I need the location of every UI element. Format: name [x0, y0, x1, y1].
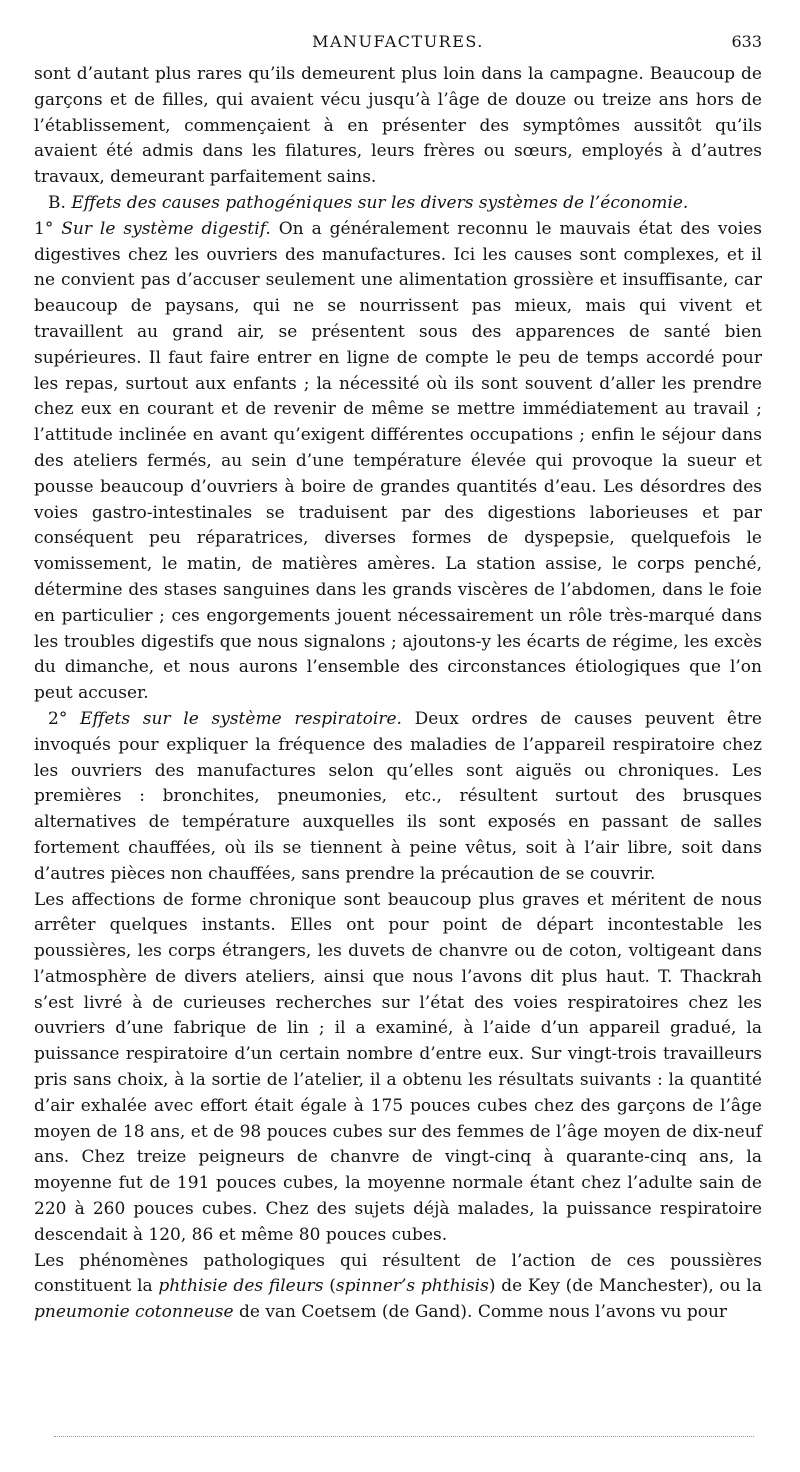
body-text [34, 62, 762, 1326]
text-run: ( [323, 1276, 336, 1297]
book-page [34, 0, 762, 1472]
running-title: MANUFACTURES. [312, 32, 484, 51]
italic-text-run: phthisie des fileurs [158, 1276, 324, 1297]
paragraph-chronic-affections [34, 888, 762, 1249]
page-number: 633 [731, 32, 762, 51]
italic-text-run: Effets des causes pathogéniques sur les divers systèmes de l’économie. [71, 192, 689, 213]
page-header [34, 30, 762, 54]
paragraph-digestive-system [34, 217, 762, 707]
text-run: Deux ordres de causes peuvent être invoqués pour expliquer la fréquence des maladies de l’appareil respiratoire chez les ouvriers des manufactures selon qu’elles sont aiguës ou chroniques. Les premières : bronchites, pneumonies, etc., résultent surtout des brusques alternatives de température auxquelles ils sont exposés en passant de salles fortement chauffées, où ils se tiennent à peine vêtus, soit à l’air libre, soit dans d’autres pièces non chauffées, sans prendre la précaution de se couvrir. [34, 708, 762, 884]
italic-text-run: pneumonie cotonneuse [34, 1302, 234, 1323]
italic-text-run: spinner’s phthisis [335, 1276, 489, 1297]
text-run: 2° [48, 708, 81, 729]
text-run: On a généralement reconnu le mauvais état des voies digestives chez les ouvriers des manufactures. Ici les causes sont complexes, et il ne convient pas d’accuser seulement une alimentation grossière et insuffisante, car beaucoup de paysans, qui ne se nourrissent pas mieux, mais qui vivent et travaillent au grand air, se présentent sous des apparences de santé bien supérieures. Il faut faire entrer en ligne de compte le peu de temps accordé pour les repas, surtout aux enfants ; la nécessité où ils sont souvent d’aller les prendre chez eux en courant et de revenir de même se mettre immédiatement au travail ; l’attitude inclinée en avant qu’exigent différentes occupations ; enfin le séjour dans des ateliers fermés, au sein d’une température élevée qui provoque la sueur et pousse beaucoup d’ouvriers à boire de grandes quantités d’eau. Les désordres des voies gastro-intestinales se traduisent par des digestions laborieuses et par conséquent peu réparatrices, diverses formes de dyspepsie, quelquefois le vomissement, le matin, de matières amères. La station assise, le corps penché, détermine des stases sanguines dans les grands viscères de l’abdomen, dans le foie en particulier ; ces engorgements jouent nécessairement un rôle très-marqué dans les troubles digestifs que nous signalons ; ajoutons-y les écarts de régime, les excès du dimanche, et nous aurons l’ensemble des circonstances étiologiques que l’on peut accuser. [34, 218, 762, 704]
text-run: 1° [34, 218, 62, 239]
paragraph-respiratory-system [34, 707, 762, 888]
text-run: sont d’autant plus rares qu’ils demeurent plus loin dans la campagne. Beaucoup de garçons et de filles, qui avaient vécu jusqu’à l’âge de douze ou treize ans hors de l’établissement, commençaient à en présenter des symptômes aussitôt qu’ils avaient été admis dans les filatures, leurs frères ou sœurs, employés à d’autres travaux, demeurant parfaitement sains. [34, 64, 762, 188]
text-run: de van Coetsem (de Gand). Comme nous l’avons vu pour [233, 1302, 728, 1323]
text-run: B. [48, 192, 72, 213]
text-run: ) de Key (de Manchester), ou la [488, 1276, 762, 1297]
section-heading-b [34, 191, 762, 217]
italic-text-run: Effets sur le système respiratoire. [80, 708, 402, 729]
footer-dotted-rule [54, 1436, 754, 1438]
paragraph-continuation [34, 62, 762, 191]
paragraph-pathological-phenomena [34, 1249, 762, 1326]
text-run: Les phénomènes pathologiques qui résultent de l’action de ces poussières constituent la [34, 1250, 762, 1297]
italic-text-run: Sur le système digestif. [61, 218, 271, 239]
text-run: Les affections de forme chronique sont beaucoup plus graves et méritent de nous arrêter quelques instants. Elles ont pour point de départ incontestable les poussières, les corps étrangers, les duvets de chanvre ou de coton, voltigeant dans l’atmosphère de divers ateliers, ainsi que nous l’avons dit plus haut. T. Thackrah s’est livré à de curieuses recherches sur l’état des voies respiratoires chez les ouvriers d’une fabrique de lin ; il a examiné, à l’aide d’un appareil gradué, la puissance respiratoire d’un certain nombre d’entre eux. Sur vingt-trois travailleurs pris sans choix, à la sortie de l’atelier, il a obtenu les résultats suivants : la quantité d’air exhalée avec effort était égale à 175 pouces cubes chez des garçons de l’âge moyen de 18 ans, et de 98 pouces cubes sur des femmes de l’âge moyen de dix-neuf ans. Chez treize peigneurs de chanvre de vingt-cinq à quarante-cinq ans, la moyenne fut de 191 pouces cubes, la moyenne normale étant chez l’adulte sain de 220 à 260 pouces cubes. Chez des sujets déjà malades, la puissance respiratoire descendait à 120, 86 et même 80 pouces cubes. [34, 889, 762, 1245]
